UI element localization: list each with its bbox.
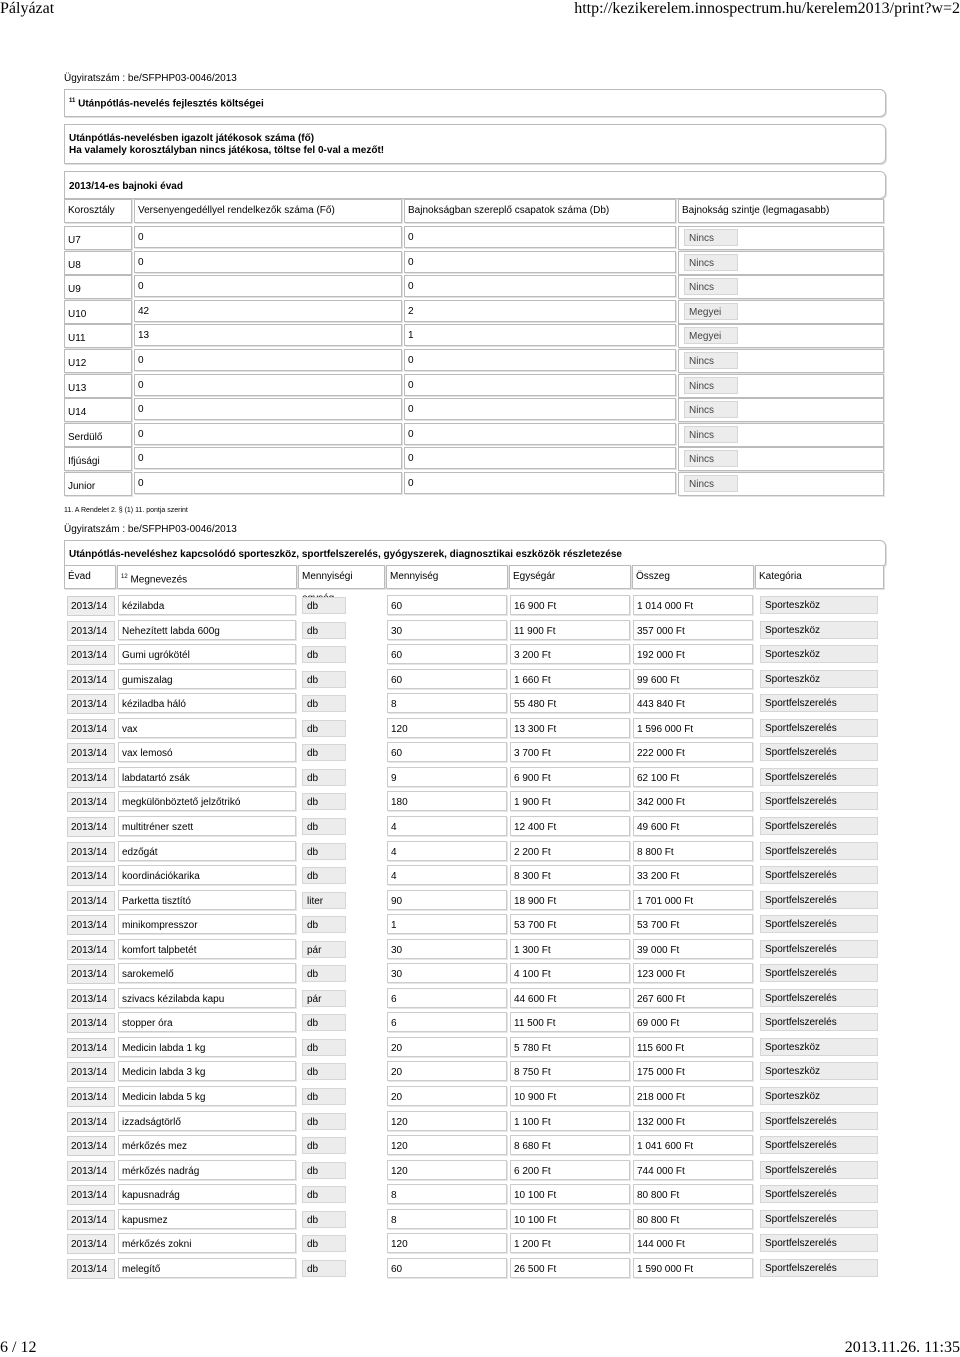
col-header-total: Összeg [632,565,754,589]
total-field: 342 000 Ft [633,791,753,811]
total-field: 99 600 Ft [633,669,753,689]
total-field: 39 000 Ft [633,939,753,959]
unit-price-field[interactable]: 2 200 Ft [510,841,630,861]
team-count-field[interactable]: 0 [404,423,676,445]
item-name-field[interactable]: labdatartó zsák [118,767,296,787]
unit-select[interactable]: db [302,1260,346,1277]
season-select[interactable]: 2013/14 [67,719,115,739]
category-select[interactable]: Sportfelszerelés [760,743,878,761]
unit-select[interactable]: db [302,965,346,982]
footnote-ref: 11 [69,98,76,104]
notice-box [64,124,886,164]
category-select[interactable]: Sportfelszerelés [760,1112,878,1130]
season-select[interactable]: 2013/14 [67,1185,115,1205]
quantity-field[interactable]: 20 [387,1086,507,1106]
total-field: 1 701 000 Ft [633,890,753,910]
unit-price-field[interactable]: 12 400 Ft [510,816,630,836]
unit-price-field[interactable]: 3 700 Ft [510,742,630,762]
season-select[interactable]: 2013/14 [67,964,115,984]
notice-line-2: Ha valamely korosztályban nincs játékosa, töltse fel 0-val a mezőt! [69,145,385,156]
quantity-field[interactable]: 60 [387,595,507,615]
total-field: 443 840 Ft [633,693,753,713]
category-select[interactable]: Sporteszköz [760,596,878,614]
season-select[interactable]: 2013/14 [67,1087,115,1107]
age-group-label: Junior [64,472,132,496]
total-field: 1 590 000 Ft [633,1258,753,1278]
item-name-field[interactable]: minikompresszor [118,914,296,934]
unit-select[interactable]: db [302,671,346,688]
print-header-url: http://kezikerelem.innospectrum.hu/kerelem2013/print?w=2 [574,0,960,17]
quantity-field[interactable]: 60 [387,742,507,762]
team-count-field[interactable]: 0 [404,226,676,248]
quantity-field[interactable]: 20 [387,1061,507,1081]
league-level-select[interactable]: Nincs [684,426,738,443]
category-select[interactable]: Sportfelszerelés [760,842,878,860]
col-header-age: Korosztály [64,199,132,223]
total-field: 53 700 Ft [633,914,753,934]
unit-price-field[interactable]: 6 900 Ft [510,767,630,787]
unit-price-field[interactable]: 55 480 Ft [510,693,630,713]
season-select[interactable]: 2013/14 [67,1112,115,1132]
col-header-name [117,565,297,589]
total-field: 1 596 000 Ft [633,718,753,738]
total-field: 115 600 Ft [633,1037,753,1057]
season-select[interactable]: 2013/14 [67,915,115,935]
category-select[interactable]: Sportfelszerelés [760,940,878,958]
unit-price-field[interactable]: 3 200 Ft [510,644,630,664]
unit-price-field[interactable]: 1 300 Ft [510,939,630,959]
category-select[interactable]: Sporteszköz [760,645,878,663]
item-name-field[interactable]: vax lemosó [118,742,296,762]
unit-select[interactable]: pár [302,990,346,1007]
item-name-field[interactable]: mérkőzés zokni [118,1233,296,1253]
season-select[interactable]: 2013/14 [67,1013,115,1033]
league-level-select[interactable]: Megyei [684,303,738,320]
team-count-field[interactable]: 1 [404,324,676,346]
quantity-field[interactable]: 8 [387,1184,507,1204]
total-field: 33 200 Ft [633,865,753,885]
unit-select[interactable]: db [302,1039,346,1056]
item-name-field[interactable]: megkülönböztető jelzőtrikó [118,791,296,811]
quantity-field[interactable]: 120 [387,1135,507,1155]
season-select[interactable]: 2013/14 [67,866,115,886]
col-header-unit: Mennyiségi [298,565,385,589]
category-select[interactable]: Sportfelszerelés [760,1185,878,1203]
category-select[interactable]: Sporteszköz [760,621,878,639]
item-name-field[interactable]: mérkőzés nadrág [118,1160,296,1180]
unit-price-field[interactable]: 1 660 Ft [510,669,630,689]
unit-price-field[interactable]: 11 500 Ft [510,1012,630,1032]
item-name-field[interactable]: Medicin labda 3 kg [118,1061,296,1081]
col-header-category: Kategória [755,565,884,589]
league-level-select[interactable]: Megyei [684,327,738,344]
category-select[interactable]: Sportfelszerelés [760,1259,878,1277]
unit-select[interactable]: db [302,720,346,737]
print-header-title: Pályázat [0,0,55,17]
licensed-count-field[interactable]: 42 [134,300,402,322]
season-select[interactable]: 2013/14 [67,645,115,665]
total-field: 267 600 Ft [633,988,753,1008]
unit-price-field[interactable]: 6 200 Ft [510,1160,630,1180]
quantity-field[interactable]: 8 [387,1209,507,1229]
unit-select[interactable]: db [302,597,346,614]
unit-select[interactable]: db [302,1186,346,1203]
team-count-field[interactable]: 0 [404,374,676,396]
item-name-field[interactable]: Nehezített labda 600g [118,620,296,640]
col-header-year: Évad [64,565,116,589]
unit-select[interactable]: db [302,646,346,663]
category-select[interactable]: Sportfelszerelés [760,964,878,982]
unit-select[interactable]: db [302,1088,346,1105]
unit-select[interactable]: db [302,769,346,786]
category-select[interactable]: Sportfelszerelés [760,891,878,909]
category-select[interactable]: Sporteszköz [760,1038,878,1056]
unit-price-field[interactable]: 10 100 Ft [510,1184,630,1204]
total-field: 192 000 Ft [633,644,753,664]
category-select[interactable]: Sportfelszerelés [760,1161,878,1179]
col-header-licensed: Versenyengedéllyel rendelkezők száma (Fő) [134,199,402,223]
total-field: 744 000 Ft [633,1160,753,1180]
total-field: 218 000 Ft [633,1086,753,1106]
unit-select[interactable]: db [302,1162,346,1179]
season-title-box [64,171,886,199]
licensed-count-field[interactable]: 0 [134,349,402,371]
col-header-level: Bajnokság szintje (legmagasabb) [678,199,884,223]
age-group-label: U11 [64,324,132,348]
unit-select[interactable]: db [302,1063,346,1080]
league-level-select[interactable]: Nincs [684,377,738,394]
total-field: 357 000 Ft [633,620,753,640]
item-name-field[interactable]: Medicin labda 1 kg [118,1037,296,1057]
item-name-field[interactable]: szivacs kézilabda kapu [118,988,296,1008]
category-select[interactable]: Sporteszköz [760,1087,878,1105]
team-count-field[interactable]: 0 [404,251,676,273]
quantity-field[interactable]: 30 [387,963,507,983]
season-select[interactable]: 2013/14 [67,1038,115,1058]
age-group-label: U14 [64,398,132,422]
notice-line-1: Utánpótlás-nevelésben igazolt játékosok száma (fő) [69,133,315,144]
season-select[interactable]: 2013/14 [67,989,115,1009]
quantity-field[interactable]: 180 [387,791,507,811]
season-select[interactable]: 2013/14 [67,792,115,812]
item-name-field[interactable]: edzőgát [118,841,296,861]
team-count-field[interactable]: 0 [404,447,676,469]
licensed-count-field[interactable]: 0 [134,447,402,469]
total-field: 69 000 Ft [633,1012,753,1032]
age-group-label: U10 [64,300,132,324]
section-title: Utánpótlás-nevelés fejlesztés költségei [78,98,264,110]
unit-price-field[interactable]: 8 300 Ft [510,865,630,885]
total-field: 1 041 600 Ft [633,1135,753,1155]
unit-select[interactable]: db [302,622,346,639]
item-name-field[interactable]: kézilabda [118,595,296,615]
total-field: 8 800 Ft [633,841,753,861]
league-level-select[interactable]: Nincs [684,450,738,467]
unit-price-field[interactable]: 18 900 Ft [510,890,630,910]
total-field: 123 000 Ft [633,963,753,983]
licensed-count-field[interactable]: 0 [134,374,402,396]
quantity-field[interactable]: 60 [387,1258,507,1278]
season-select[interactable]: 2013/14 [67,842,115,862]
total-field: 1 014 000 Ft [633,595,753,615]
equipment-title: Utánpótlás-neveléshez kapcsolódó sporteszköz, sportfelszerelés, gyógyszerek, diagnosztikai eszközök részletezése [69,549,622,560]
unit-price-field[interactable]: 1 100 Ft [510,1111,630,1131]
season-select[interactable]: 2013/14 [67,817,115,837]
season-title: 2013/14-es bajnoki évad [69,181,183,192]
unit-price-field[interactable]: 13 300 Ft [510,718,630,738]
unit-select[interactable]: db [302,916,346,933]
item-name-field[interactable]: kapusmez [118,1209,296,1229]
licensed-count-field[interactable]: 0 [134,423,402,445]
league-level-select[interactable]: Nincs [684,254,738,271]
quantity-field[interactable]: 30 [387,939,507,959]
unit-price-field[interactable]: 26 500 Ft [510,1258,630,1278]
unit-price-field[interactable]: 8 750 Ft [510,1061,630,1081]
unit-price-field[interactable]: 4 100 Ft [510,963,630,983]
item-name-field[interactable]: multitréner szett [118,816,296,836]
page-number: 6 / 12 [0,1339,37,1356]
quantity-field[interactable]: 30 [387,620,507,640]
category-select[interactable]: Sportfelszerelés [760,792,878,810]
item-name-field[interactable]: koordinációkarika [118,865,296,885]
season-select[interactable]: 2013/14 [67,891,115,911]
unit-select[interactable]: db [302,1113,346,1130]
unit-price-field[interactable]: 53 700 Ft [510,914,630,934]
season-select[interactable]: 2013/14 [67,596,115,616]
season-select[interactable]: 2013/14 [67,1259,115,1279]
age-group-label: U12 [64,349,132,373]
season-select[interactable]: 2013/14 [67,621,115,641]
licensed-count-field[interactable]: 0 [134,472,402,494]
col-header-teams: Bajnokságban szereplő csapatok száma (Db) [404,199,676,223]
total-field: 222 000 Ft [633,742,753,762]
quantity-field[interactable]: 90 [387,890,507,910]
age-group-label: U7 [64,226,132,250]
item-name-field[interactable]: Medicin labda 5 kg [118,1086,296,1106]
section-title-box [64,89,886,117]
quantity-field[interactable]: 120 [387,1111,507,1131]
col-header-qty: Mennyiség [386,565,508,589]
unit-select[interactable]: db [302,1014,346,1031]
item-name-field[interactable]: mérkőzés mez [118,1135,296,1155]
item-name-field[interactable]: Parketta tisztító [118,890,296,910]
unit-price-field[interactable]: 1 900 Ft [510,791,630,811]
team-count-field[interactable]: 2 [404,300,676,322]
unit-select[interactable]: db [302,1211,346,1228]
age-group-label: Serdülő [64,423,132,447]
quantity-field[interactable]: 60 [387,669,507,689]
category-select[interactable]: Sportfelszerelés [760,694,878,712]
team-count-field[interactable]: 0 [404,472,676,494]
item-name-field[interactable]: vax [118,718,296,738]
league-level-select[interactable]: Nincs [684,229,738,246]
unit-select[interactable]: liter [302,892,346,909]
league-level-select[interactable]: Nincs [684,278,738,295]
quantity-field[interactable]: 8 [387,693,507,713]
season-select[interactable]: 2013/14 [67,1210,115,1230]
total-field: 49 600 Ft [633,816,753,836]
col-header-price: Egységár [509,565,631,589]
age-group-label: U9 [64,275,132,299]
league-level-select[interactable]: Nincs [684,352,738,369]
season-select[interactable]: 2013/14 [67,1161,115,1181]
footnote-ref-12: 12 [121,574,128,580]
category-select[interactable]: Sportfelszerelés [760,915,878,933]
category-select[interactable]: Sporteszköz [760,670,878,688]
age-group-label: Ifjúsági [64,447,132,471]
col-header-name-label: Megnevezés [130,574,188,586]
age-group-label: U8 [64,251,132,275]
category-select[interactable]: Sportfelszerelés [760,1234,878,1252]
season-select[interactable]: 2013/14 [67,1234,115,1254]
league-level-select[interactable]: Nincs [684,401,738,418]
unit-price-field[interactable]: 10 100 Ft [510,1209,630,1229]
quantity-field[interactable]: 60 [387,644,507,664]
unit-select[interactable]: db [302,744,346,761]
print-datetime: 2013.11.26. 11:35 [844,1339,960,1356]
item-name-field[interactable]: kéziladba háló [118,693,296,713]
item-name-field[interactable]: melegítő [118,1258,296,1278]
total-field: 144 000 Ft [633,1233,753,1253]
unit-price-field[interactable]: 1 200 Ft [510,1233,630,1253]
season-select[interactable]: 2013/14 [67,743,115,763]
season-select[interactable]: 2013/14 [67,694,115,714]
quantity-field[interactable]: 20 [387,1037,507,1057]
item-name-field[interactable]: gumiszalag [118,669,296,689]
category-select[interactable]: Sportfelszerelés [760,719,878,737]
season-select[interactable]: 2013/14 [67,940,115,960]
quantity-field[interactable]: 120 [387,718,507,738]
category-select[interactable]: Sportfelszerelés [760,1136,878,1154]
item-name-field[interactable]: sarokemelő [118,963,296,983]
item-name-field[interactable]: kapusnadrág [118,1184,296,1204]
quantity-field[interactable]: 6 [387,988,507,1008]
licensed-count-field[interactable]: 13 [134,324,402,346]
total-field: 175 000 Ft [633,1061,753,1081]
unit-select[interactable]: db [302,695,346,712]
total-field: 80 800 Ft [633,1184,753,1204]
unit-price-field[interactable]: 16 900 Ft [510,595,630,615]
footnote: 11. A Rendelet 2. § (1) 11. pontja szerint [64,507,188,514]
season-select[interactable]: 2013/14 [67,768,115,788]
category-select[interactable]: Sportfelszerelés [760,1210,878,1228]
item-name-field[interactable]: stopper óra [118,1012,296,1032]
total-field: 62 100 Ft [633,767,753,787]
team-count-field[interactable]: 0 [404,349,676,371]
quantity-field[interactable]: 1 [387,914,507,934]
quantity-field[interactable]: 120 [387,1160,507,1180]
season-select[interactable]: 2013/14 [67,670,115,690]
licensed-count-field[interactable]: 0 [134,226,402,248]
item-name-field[interactable]: izzadságtörlő [118,1111,296,1131]
total-field: 80 800 Ft [633,1209,753,1229]
quantity-field[interactable]: 120 [387,1233,507,1253]
unit-select[interactable]: db [302,1235,346,1252]
quantity-field[interactable]: 6 [387,1012,507,1032]
unit-select[interactable]: db [302,867,346,884]
category-select[interactable]: Sporteszköz [760,1062,878,1080]
case-number-2: Ügyiratszám : be/SFPHP03-0046/2013 [64,524,237,535]
season-select[interactable]: 2013/14 [67,1136,115,1156]
unit-price-field[interactable]: 10 900 Ft [510,1086,630,1106]
category-select[interactable]: Sportfelszerelés [760,817,878,835]
quantity-field[interactable]: 4 [387,841,507,861]
unit-select[interactable]: pár [302,941,346,958]
unit-select[interactable]: db [302,793,346,810]
team-count-field[interactable]: 0 [404,275,676,297]
quantity-field[interactable]: 4 [387,865,507,885]
licensed-count-field[interactable]: 0 [134,398,402,420]
unit-price-field[interactable]: 11 900 Ft [510,620,630,640]
team-count-field[interactable]: 0 [404,398,676,420]
licensed-count-field[interactable]: 0 [134,275,402,297]
age-group-label: U13 [64,374,132,398]
total-field: 132 000 Ft [633,1111,753,1131]
unit-price-field[interactable]: 44 600 Ft [510,988,630,1008]
equipment-title-box [64,540,886,568]
item-name-field[interactable]: komfort talpbetét [118,939,296,959]
league-level-select[interactable]: Nincs [684,475,738,492]
season-select[interactable]: 2013/14 [67,1062,115,1082]
case-number: Ügyiratszám : be/SFPHP03-0046/2013 [64,73,237,84]
unit-price-field[interactable]: 8 680 Ft [510,1135,630,1155]
category-select[interactable]: Sportfelszerelés [760,989,878,1007]
category-select[interactable]: Sportfelszerelés [760,866,878,884]
unit-select[interactable]: db [302,1137,346,1154]
licensed-count-field[interactable]: 0 [134,251,402,273]
quantity-field[interactable]: 9 [387,767,507,787]
quantity-field[interactable]: 4 [387,816,507,836]
item-name-field[interactable]: Gumi ugrókötél [118,644,296,664]
unit-price-field[interactable]: 5 780 Ft [510,1037,630,1057]
unit-select[interactable]: db [302,843,346,860]
category-select[interactable]: Sportfelszerelés [760,768,878,786]
unit-select[interactable]: db [302,818,346,835]
category-select[interactable]: Sportfelszerelés [760,1013,878,1031]
